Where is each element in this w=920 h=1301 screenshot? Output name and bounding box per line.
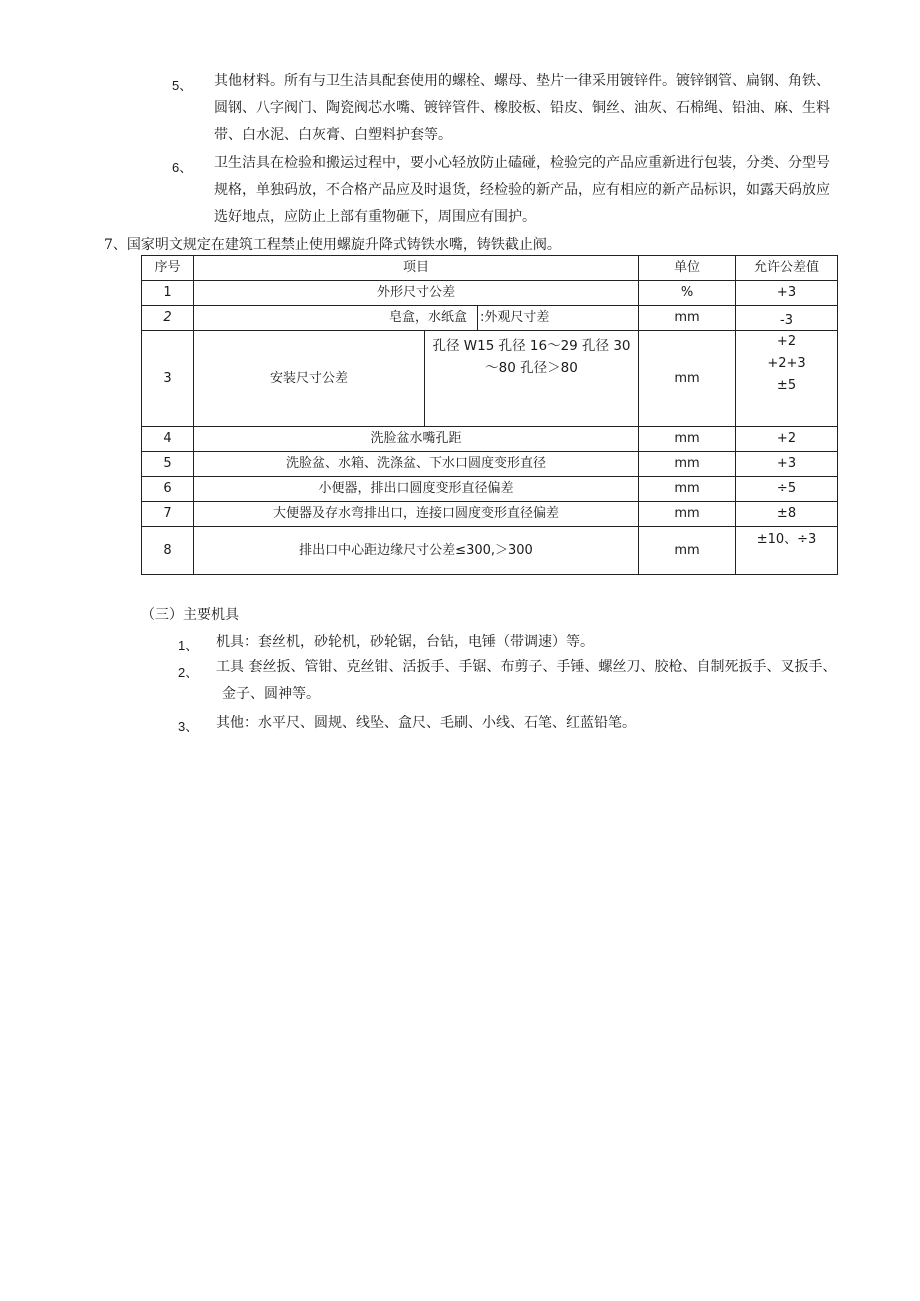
row-unit: mm bbox=[639, 527, 736, 575]
row-item-part: 皂盒，水纸盒 bbox=[388, 310, 467, 325]
row-tolerance: +3 bbox=[736, 281, 838, 306]
row-item: 大便器及存水弯排出口，连接口圆度变形直径偏差 bbox=[194, 502, 639, 527]
table-row bbox=[142, 502, 838, 527]
text-line: 其他材料。所有与卫生洁具配套使用的螺栓、螺母、垫片一律采用镀锌件。镀锌钢管、扁钢、角铁、 bbox=[214, 73, 830, 89]
row-item: 洗脸盆水嘴孔距 bbox=[194, 427, 639, 452]
row-unit: mm bbox=[639, 502, 736, 527]
row-tolerance: ±8 bbox=[736, 502, 838, 527]
item-number: 1、 bbox=[178, 638, 199, 653]
row-tolerance: ÷5 bbox=[736, 477, 838, 502]
row-unit: mm bbox=[639, 306, 736, 331]
row-number: 8 bbox=[142, 527, 194, 575]
table-row bbox=[142, 306, 838, 331]
row-number: 7 bbox=[142, 502, 194, 527]
header-cell: 单位 bbox=[639, 256, 736, 281]
row-item bbox=[194, 306, 639, 331]
row-item-part: :外观尺寸差 bbox=[477, 306, 549, 330]
row-number: 6 bbox=[142, 477, 194, 502]
tolerance-value: ±5 bbox=[776, 378, 797, 393]
section-heading: （三）主要机具 bbox=[141, 607, 239, 623]
text-line: 带、白水泥、白灰膏、白塑料护套等。 bbox=[214, 127, 452, 143]
text-line: 规格，单独码放，不合格产品应及时退货，经检验的新产品，应有相应的新产品标识，如露天码放应 bbox=[214, 182, 830, 198]
row-item: 外形尺寸公差 bbox=[194, 281, 639, 306]
item-number: 5、 bbox=[172, 78, 193, 93]
row-tolerance: ±10、÷3 bbox=[736, 527, 838, 575]
table-row bbox=[142, 527, 838, 575]
row-tolerance: +3 bbox=[736, 452, 838, 477]
row-unit: mm bbox=[639, 427, 736, 452]
tools-item-3: 其他：水平尺、圆规、线坠、盒尺、毛刷、小线、石笔、红蓝铅笔。 bbox=[216, 715, 636, 731]
row-unit: % bbox=[639, 281, 736, 306]
table-header-row bbox=[142, 256, 838, 281]
tools-item-1: 机具：套丝机，砂轮机，砂轮锯，台钻，电锤（带调速）等。 bbox=[216, 634, 594, 650]
header-cell: 允许公差值 bbox=[736, 256, 838, 281]
row-tolerance: +2 bbox=[736, 427, 838, 452]
row-unit: mm bbox=[639, 452, 736, 477]
row-item: 洗脸盆、水箱、洗涤盆、下水口圆度变形直径 bbox=[194, 452, 639, 477]
paragraph-item-7: 7、国家明文规定在建筑工程禁止使用螺旋升降式铸铁水嘴，铸铁截止阀。 bbox=[104, 237, 561, 253]
table-row bbox=[142, 427, 838, 452]
table-row bbox=[142, 477, 838, 502]
text-line: 圆钢、八字阀门、陶瓷阀芯水嘴、镀锌管件、橡胶板、铅皮、铜丝、油灰、石棉绳、铅油、麻、生料 bbox=[214, 100, 830, 116]
text-line: 工具 套丝扳、管钳、克丝钳、活扳手、手锯、布剪子、手锤、螺丝刀、胶枪、自制死扳手、叉扳手、 bbox=[216, 659, 837, 675]
table-row bbox=[142, 331, 838, 427]
paragraph-item-5 bbox=[214, 68, 904, 149]
row-tolerance bbox=[736, 331, 838, 427]
tolerance-value: +2 bbox=[776, 334, 797, 349]
tools-item-2 bbox=[216, 654, 906, 708]
row-item: 小便器，排出口圆度变形直径偏差 bbox=[194, 477, 639, 502]
row-unit: mm bbox=[639, 331, 736, 427]
row-number: 5 bbox=[142, 452, 194, 477]
paragraph-item-6 bbox=[214, 150, 904, 231]
row-number: 3 bbox=[142, 331, 194, 427]
item-number: 2、 bbox=[178, 665, 199, 680]
row-tolerance: -3 bbox=[736, 306, 838, 331]
tolerance-table bbox=[141, 255, 838, 575]
row-number: 2 bbox=[142, 306, 194, 331]
row-unit: mm bbox=[639, 477, 736, 502]
item-number: 3、 bbox=[178, 719, 199, 734]
item-number: 6、 bbox=[172, 160, 193, 175]
text-line: 金子、圆神等。 bbox=[222, 686, 320, 702]
row-number: 1 bbox=[142, 281, 194, 306]
tolerance-value: +2+3 bbox=[767, 356, 806, 371]
row-number: 4 bbox=[142, 427, 194, 452]
table-row bbox=[142, 452, 838, 477]
row-item: 排出口中心距边缘尺寸公差≤300,＞300 bbox=[194, 527, 639, 575]
header-cell: 序号 bbox=[142, 256, 194, 281]
text-line: 卫生洁具在检验和搬运过程中，要小心轻放防止磕碰，检验完的产品应重新进行包装，分类、分型号 bbox=[214, 155, 830, 171]
text-line: 选好地点，应防止上部有重物砸下，周围应有围护。 bbox=[214, 209, 536, 225]
table-row bbox=[142, 281, 838, 306]
row-item-detail: 孔径 W15 孔径 16～29 孔径 30～80 孔径＞80 bbox=[425, 331, 639, 427]
row-item: 安装尺寸公差 bbox=[194, 331, 425, 427]
header-cell: 项目 bbox=[194, 256, 639, 281]
